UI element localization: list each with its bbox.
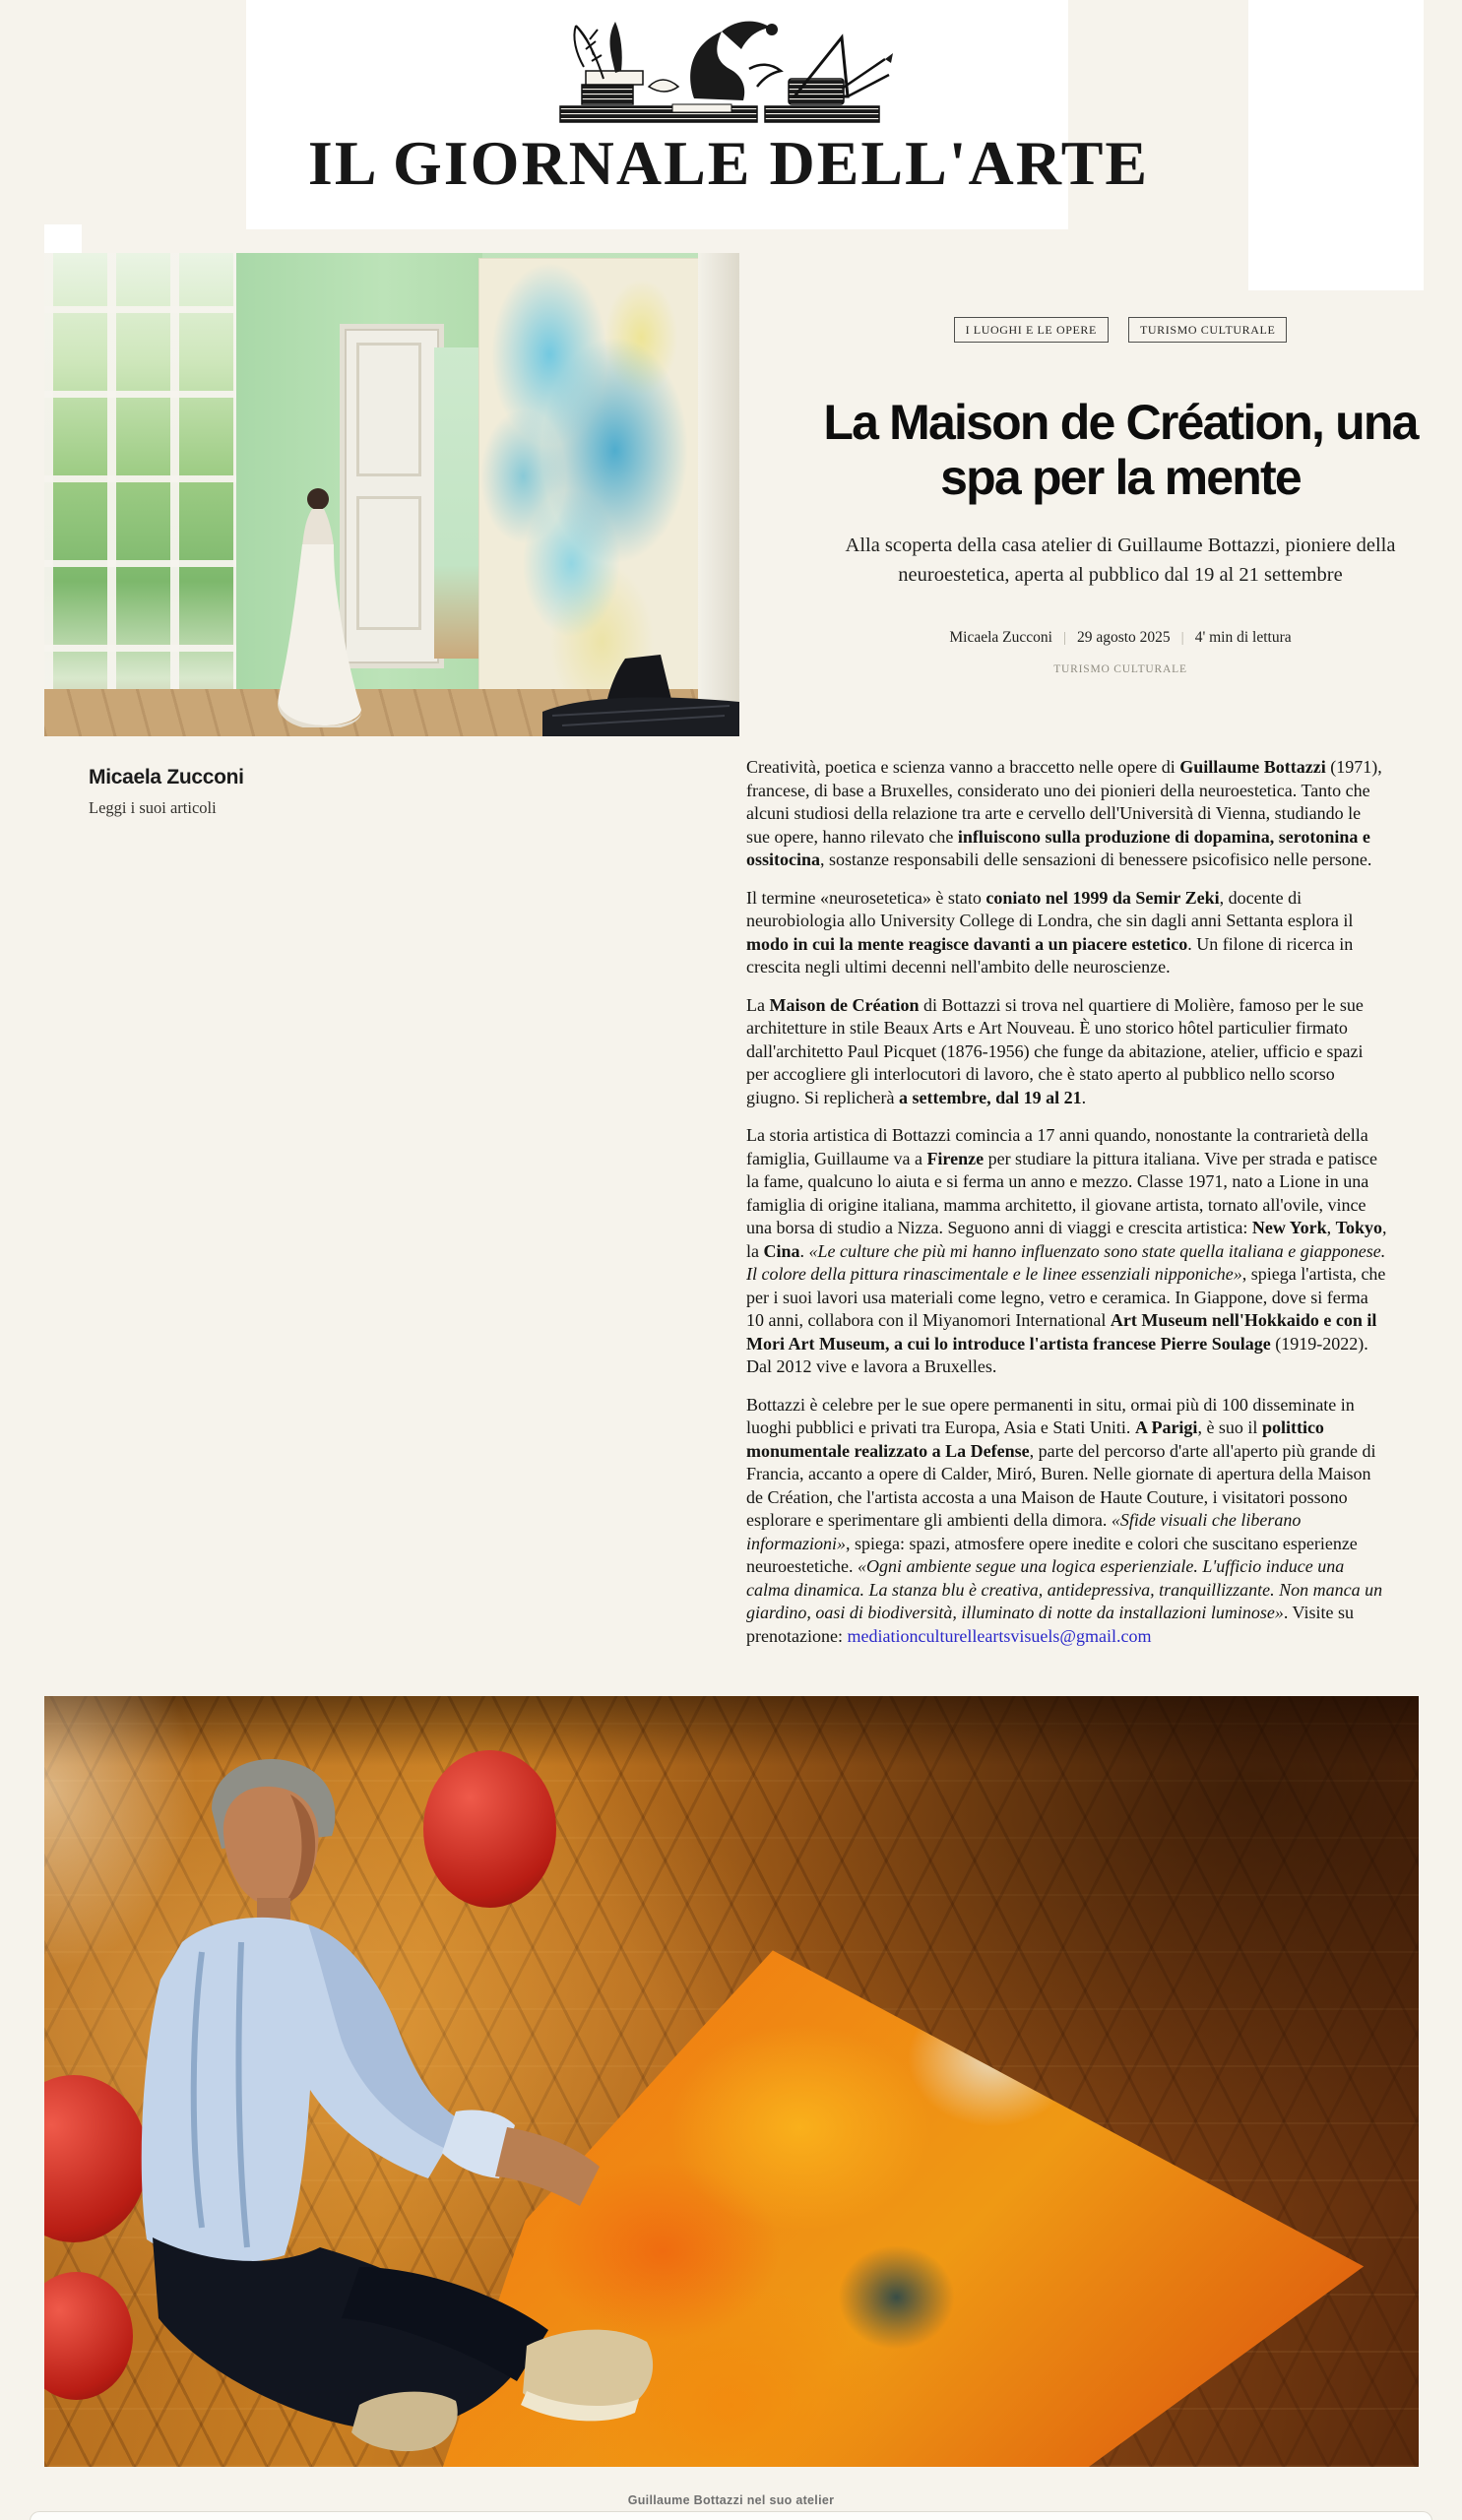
author-box [89, 766, 502, 818]
bold-text: influiscono sulla produzione di dopamina, serotonina e ossitocina [746, 826, 1370, 869]
body-text: (1919-2022). Dal 2012 vive e lavora a Bruxelles. [746, 1333, 1368, 1376]
bride-figure [257, 485, 385, 727]
byline-date: 29 agosto 2025 [1076, 629, 1171, 646]
bold-text: a settembre, dal 19 al 21 [898, 1087, 1082, 1107]
author-name[interactable]: Micaela Zucconi [89, 766, 244, 788]
body-text: per studiare la pittura italiana. Vive per strada e patisce la fame, qualcuno lo aiuta e si ferma un anno e mezzo. Classe 1971, nato a Lione in una famiglia di origine italiana, mamma architetto, il giovane artista, tornato all'ovile, vince una borsa di studio a Nizza. Seguono anni di viaggi e crescita artistica: [746, 1148, 1377, 1237]
footer-band [30, 2511, 1432, 2520]
hero-photo [44, 253, 739, 736]
bold-text: Firenze [926, 1148, 985, 1168]
tag-list [815, 317, 1426, 343]
body-text: Creatività, poetica e scienza vanno a braccetto nelle opere di [746, 757, 1180, 777]
body-text: , docente di neurobiologia allo University College di Londra, che sin dagli anni Settanta esplora il [746, 887, 1354, 930]
body-text: . [1081, 1087, 1087, 1107]
bold-text: Art Museum nell'Hokkaido e con il Mori Art Museum, a cui lo introduce l'artista francese Pierre Soulage [746, 1310, 1377, 1354]
bold-text: Cina [763, 1240, 800, 1261]
article-paragraph [746, 887, 1388, 979]
leather-chaise [542, 655, 739, 736]
body-text: Bottazzi è celebre per le sue opere permanenti in situ, ormai più di 100 disseminate in luoghi pubblici e privati tra Europa, Asia e Stati Uniti. [746, 1394, 1355, 1437]
inner-room [434, 347, 479, 659]
body-text: . Visite su prenotazione: [746, 1603, 1354, 1646]
body-text: , spiega l'artista, che per i suoi lavori usa materiali come legno, vetro e ceramica. In Giappone, dove si ferma 10 anni, collabora con il Miyanomori International [746, 1264, 1386, 1330]
quote-text: «Sfide visuali che liberano informazioni» [746, 1510, 1302, 1553]
tag-turismo-culturale[interactable]: TURISMO CULTURALE [1128, 317, 1287, 343]
article-header [815, 317, 1426, 675]
article-title: La Maison de Création, una spa per la mente [823, 395, 1418, 505]
author-articles-link[interactable]: Leggi i suoi articoli [89, 798, 217, 817]
body-text: Il termine «neurosetetica» è stato [746, 887, 986, 908]
wall-painting [479, 259, 698, 694]
bold-text: modo in cui la mente reagisce davanti a un piacere estetico [746, 933, 1188, 954]
body-text: , è suo il [1197, 1418, 1262, 1437]
article-paragraph [746, 756, 1388, 872]
body-text: , [1326, 1218, 1336, 1237]
byline-separator: | [1180, 630, 1184, 646]
photo-caption: Guillaume Bottazzi nel suo atelier [627, 2493, 835, 2507]
bold-text: Tokyo [1335, 1218, 1383, 1237]
header-background-right [1248, 0, 1424, 290]
bold-text: coniato nel 1999 da Semir Zeki [985, 887, 1220, 908]
atelier-photo [44, 1696, 1419, 2467]
body-text: , sostanze responsabili delle sensazioni di benessere psicofisico nelle persone. [820, 850, 1372, 869]
body-text: . Un filone di ricerca in crescita negli ultimi decenni nell'ambito delle neuroscienze. [746, 933, 1354, 976]
article-paragraph [746, 1394, 1388, 1649]
bold-text: A Parigi [1134, 1418, 1198, 1437]
artist-figure [64, 1716, 812, 2467]
bold-text: New York [1251, 1218, 1327, 1237]
byline-author[interactable]: Micaela Zucconi [949, 629, 1052, 646]
article-body [746, 756, 1388, 1693]
quote-text: «Ogni ambiente segue una logica esperienziale. L'ufficio induce una calma dinamica. La stanza blu è creativa, antidepressiva, tranquillizzante. Non manca un giardino, oasi di biodiversità, illuminato di notte da installazioni luminose» [746, 1556, 1383, 1622]
article-subtitle: Alla scoperta della casa atelier di Guillaume Bottazzi, pioniere della neuroestetica, aperta al pubblico dal 19 al 21 settembre [845, 535, 1396, 586]
bold-text: Maison de Création [769, 994, 920, 1015]
category-label: TURISMO CULTURALE [1053, 663, 1187, 675]
tag-i-luoghi-e-le-opere[interactable]: I LUOGHI E LE OPERE [954, 317, 1109, 343]
masthead-engraving-icon [546, 10, 893, 136]
article-paragraph [746, 1124, 1388, 1379]
email-link[interactable]: mediationculturelleartsvisuels@gmail.com [847, 1625, 1152, 1646]
byline [815, 629, 1426, 647]
french-windows [44, 253, 241, 736]
bold-text: polittico monumentale realizzato a La Defense [746, 1418, 1324, 1461]
body-text: , spiega: spazi, atmosfere opere inedite e colori che suscitano esperienze neuroestetiche. [746, 1533, 1358, 1576]
body-text: . [799, 1240, 809, 1261]
bold-text: Guillaume Bottazzi [1179, 757, 1326, 777]
body-text: (1971), francese, di base a Bruxelles, considerato uno dei pionieri della neuroestetica. Tanto che alcuni studiosi della relazione tra arte e cervello dell'Università di Vienna, studiando le sue opere, hanno rilevato che [746, 757, 1382, 847]
body-text: di Bottazzi si trova nel quartiere di Molière, famoso per le sue architetture in stile Beaux Arts e Art Nouveau. È uno storico hôtel particulier firmato dall'architetto Paul Picquet (1876-1956) che funge da abitazione, atelier, ufficio e spazi per accogliere gli interlocutori di lavoro, che è stato aperto al pubblico nello scorso giugno. Si replicherà [746, 994, 1364, 1107]
byline-separator: | [1062, 630, 1066, 646]
body-text: La [746, 994, 770, 1015]
body-text: , la [746, 1218, 1387, 1261]
body-text: La storia artistica di Bottazzi comincia a 17 anni quando, nonostante la contrarietà della famiglia, Guillaume va a [746, 1125, 1368, 1168]
article-paragraph [746, 994, 1388, 1110]
masthead-logo[interactable]: IL GIORNALE DELL'ARTE [307, 128, 1150, 198]
body-text: , parte del percorso d'arte all'aperto più grande di Francia, accanto a opere di Calder, Miró, Buren. Nelle giornate di apertura della Maison de Création, che l'artista accosta a una Maison de Haute Couture, i visitatori possono esplorare e sperimentare gli ambienti della dimora. [746, 1440, 1376, 1530]
byline-readtime: 4' min di lettura [1194, 629, 1292, 646]
quote-text: «Le culture che più mi hanno influenzato sono state quella italiana e giapponese. Il colore della pittura rinascimentale e le linee essenziali nipponiche» [746, 1240, 1386, 1284]
